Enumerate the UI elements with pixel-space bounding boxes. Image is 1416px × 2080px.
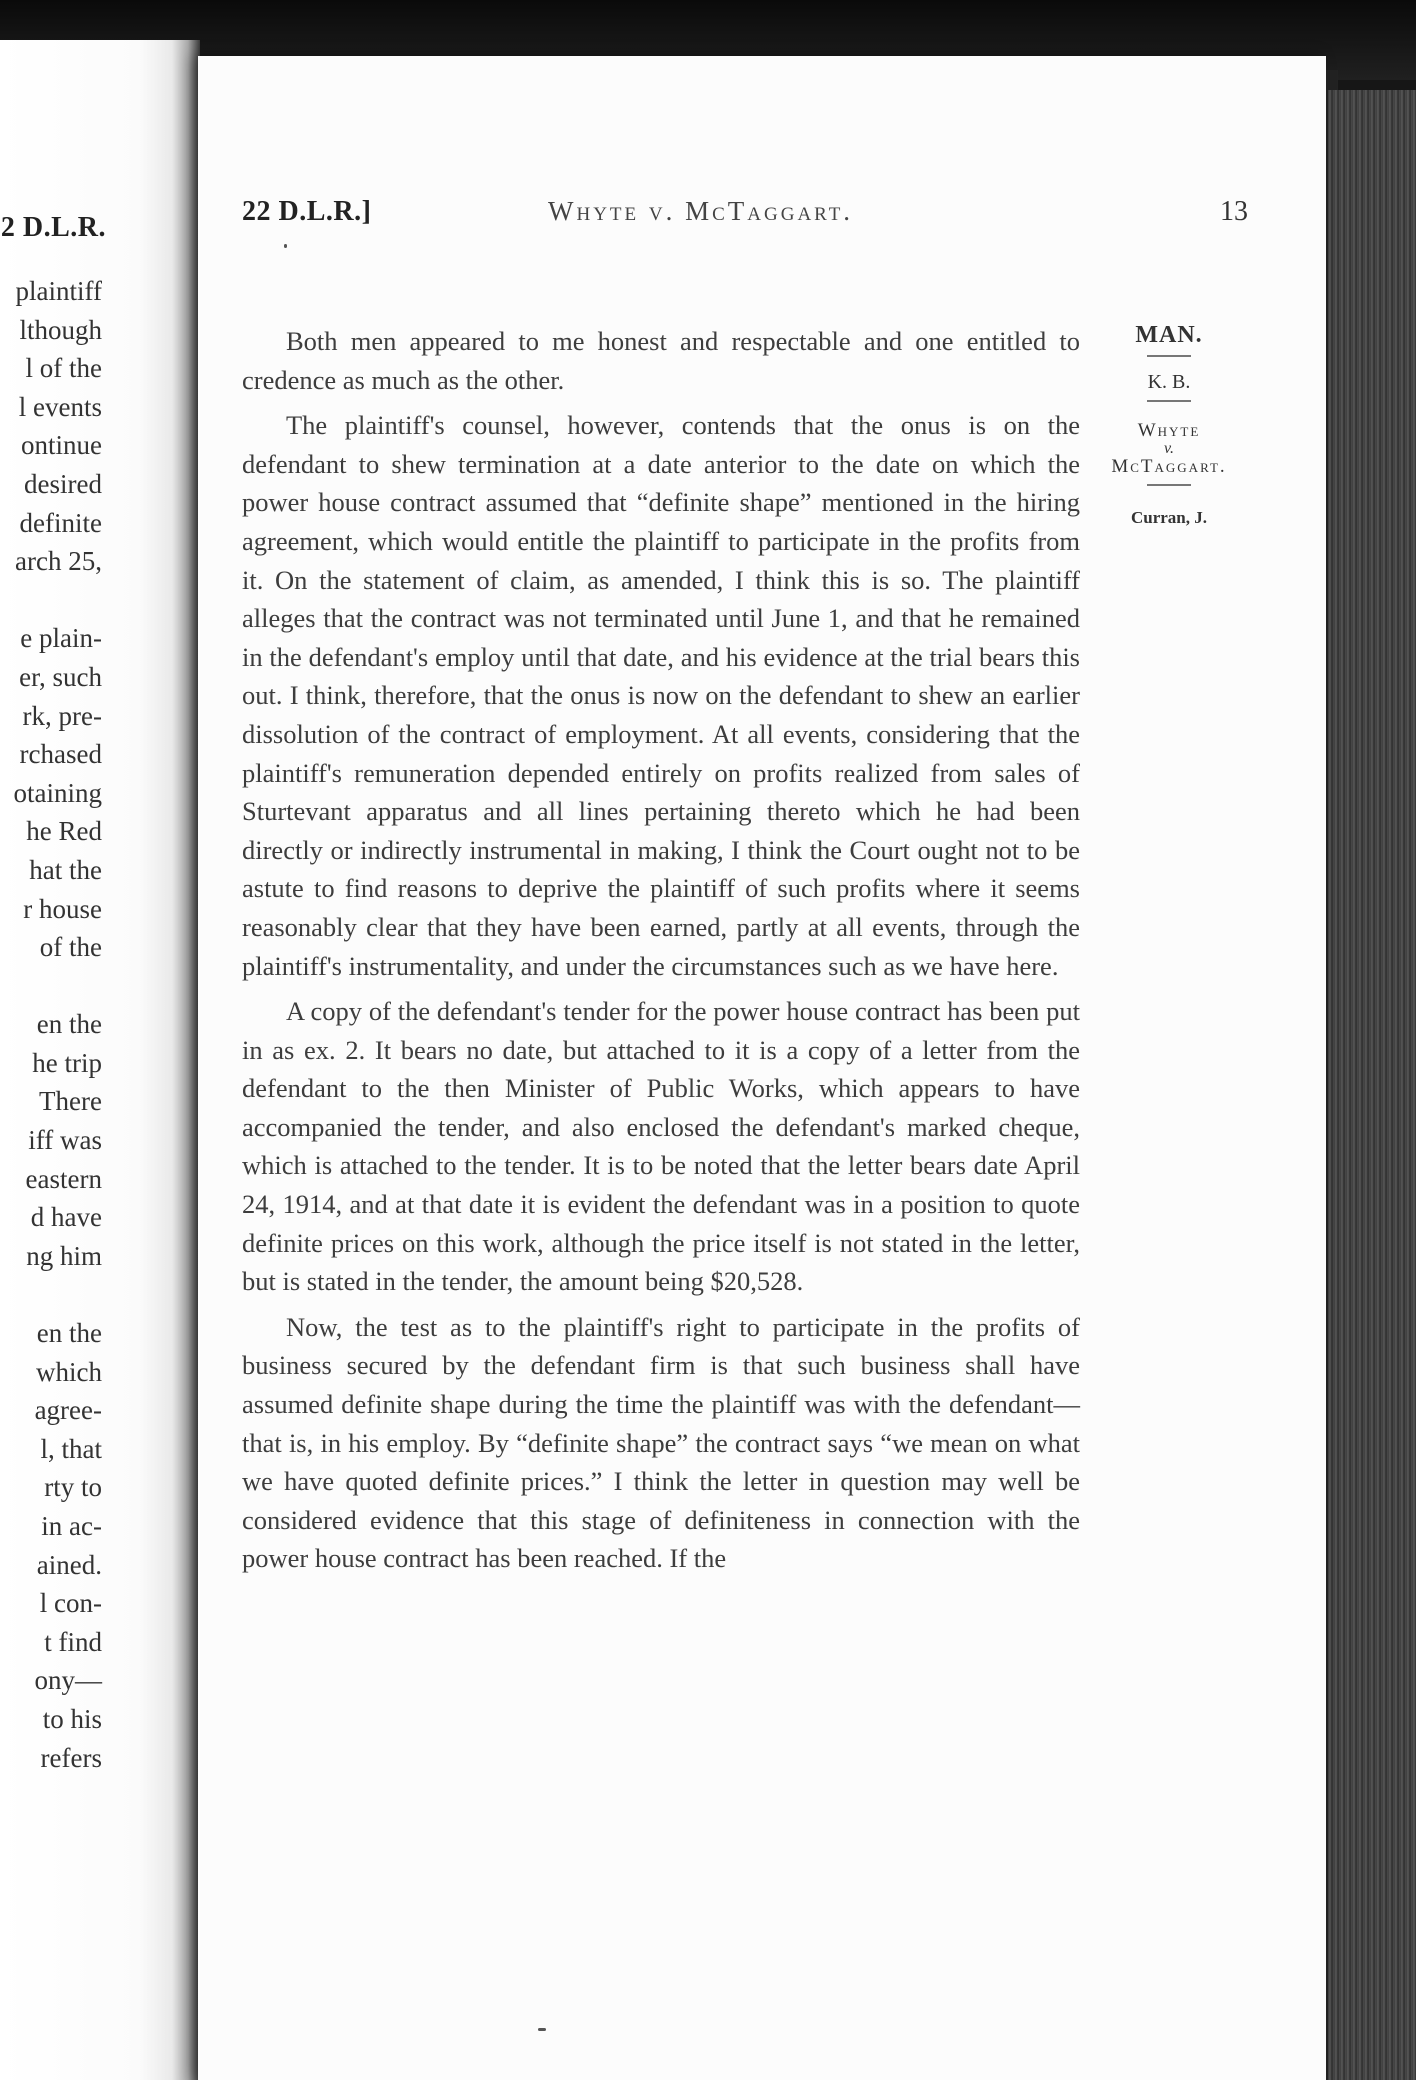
margin-case-plaintiff: Whyte [1137,420,1201,441]
previous-page-line: l con- [39,1588,102,1619]
previous-page-line: t find [44,1626,102,1657]
previous-page-line: which [36,1356,102,1387]
previous-page-line: en the [36,1318,102,1349]
previous-page-text [14,272,103,1777]
previous-page-line: he trip [32,1047,102,1078]
volume-reference: 22 D.L.R.] [242,196,372,227]
previous-page-line: agree- [34,1395,102,1426]
margin-case-defendant: McTaggart. [1111,456,1227,477]
previous-page-line: to his [42,1703,102,1734]
margin-notes [1096,322,1242,528]
margin-rule [1147,400,1191,402]
margin-case-versus: v. [1164,440,1174,457]
previous-page-line: lthough [19,314,102,345]
book-page-edges [1328,90,1416,2080]
previous-page-line: definite [19,507,102,538]
margin-rule [1147,355,1191,357]
previous-page-line: otaining [13,777,102,808]
paragraph: Now, the test as to the plaintiff's right to participate in the profits of business secured by the defendant firm is that such business shall have assumed definite shape during the time the plaintiff was with the defendant—that is, in his employ. By “definite shape” the contract says “we mean on what we have quoted definite prices.” I think the letter in question may well be considered evidence that this stage of definiteness in connection with the power house contract has been reached. If the [242,1311,1080,1574]
previous-page-line: refers [40,1742,102,1773]
previous-page-line: l, that [40,1433,102,1464]
previous-page-line: ained. [36,1549,102,1580]
previous-page-line: hat the [29,854,102,885]
margin-judge: Curran, J. [1130,508,1208,527]
previous-page-line: rchased [19,739,102,770]
previous-page-line: iff was [28,1125,102,1156]
previous-page-line: rk, pre- [22,700,102,731]
previous-page-line: ony— [34,1665,102,1696]
previous-page-header: 2 D.L.R. [0,212,106,243]
page-number: 13 [1220,196,1248,227]
previous-page-line: er, such [19,661,102,692]
previous-page-line: in ac- [41,1511,102,1541]
print-speck [284,244,287,248]
page-body [242,322,1080,1578]
previous-page-line: rty to [44,1472,102,1503]
case-title: Whyte v. McTaggart. [548,196,854,226]
previous-page-line: l of the [25,353,102,384]
margin-rule [1147,484,1191,486]
margin-province: MAN. [1135,322,1203,348]
previous-page [0,40,200,2080]
paragraph: Both men appeared to me honest and respectable and one entitled to credence as much as the other. [242,326,1080,395]
previous-page-line: he Red [26,816,102,847]
paragraph: A copy of the defendant's tender for the power house contract has been put in as ex. 2. It bears no date, but attached to it is a copy of a letter from the defendant to the then Minister of Public Works, which appears to have accompanied the tender, and also enclosed the defendant's marked cheque, which is attached to the tender. It is to be noted that the letter bears date April 24, 1914, and at that date it is evident the defendant was in a position to quote definite prices on this work, although the price itself is not stated in the letter, but is stated in the tender, the amount being $20,528. [242,996,1080,1297]
previous-page-line: l events [18,391,102,422]
print-speck [538,2028,546,2031]
previous-page-line: arch 25, [15,546,102,577]
previous-page-line: eastern [25,1163,102,1194]
previous-page-line: en the [36,1009,102,1040]
previous-page-line: r house [23,893,102,924]
previous-page-line: of the [39,932,102,963]
previous-page-line: desired [24,468,102,499]
running-header [242,196,1248,236]
previous-page-line: ng him [26,1240,102,1271]
previous-page-line: d have [30,1202,102,1233]
margin-court: K. B. [1147,371,1191,393]
previous-page-line: e plain- [20,623,102,654]
previous-page-line: plaintiff [15,276,102,306]
previous-page-line: There [39,1086,102,1117]
paragraph: The plaintiff's counsel, however, contends that the onus is on the defendant to shew termination at a date anterior to the date on which the power house contract assumed that “definite shape” mentioned in the hiring agreement, which would entitle the plaintiff to participate in the profits from it. On the statement of claim, as amended, I think this is so. The plaintiff alleges that the contract was not terminated until June 1, and that he remained in the defendant's employ until that date, and his evidence at the trial bears this out. I think, therefore, that the onus is now on the defendant to shew an earlier dissolution of the contract of employment. At all events, considering that the plaintiff's remuneration depended entirely on profits realized from sales of Sturtevant apparatus and all lines pertaining thereto which he had been directly or indirectly instrumental in making, I think the Court ought not to be astute to find reasons to deprive the plaintiff of such profits where it seems reasonably clear that they have been earned, partly at all events, through the plaintiff's instrumentality, and under the circumstances such as we have here. [242,410,1080,981]
book-page [198,56,1326,2080]
previous-page-line: ontinue [21,430,102,461]
